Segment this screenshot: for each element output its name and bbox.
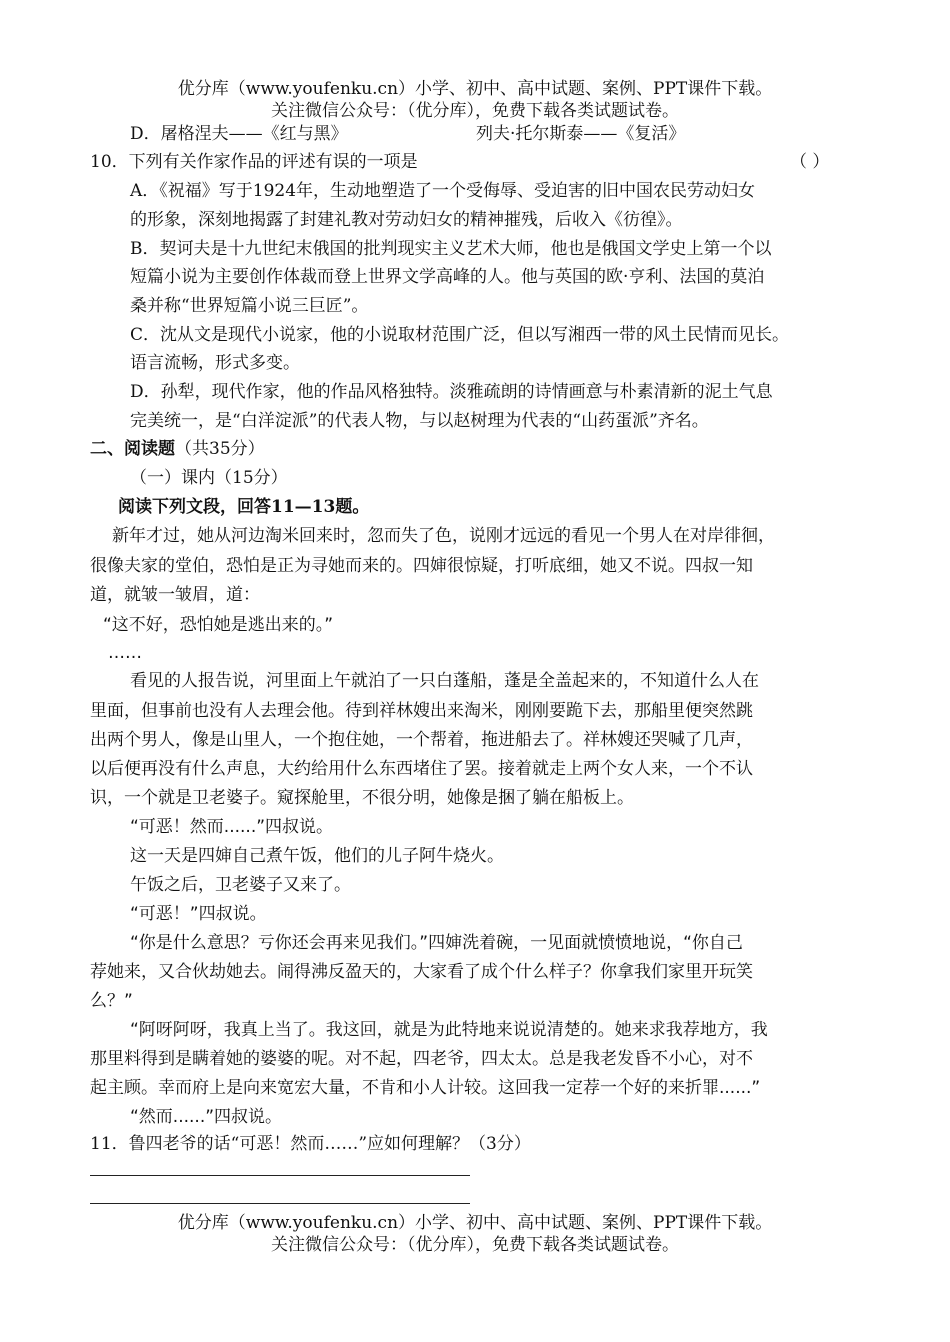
passage-p4-line-5: 识，一个就是卫老婆子。窥探舱里，不很分明，她像是捆了躺在船板上。 — [90, 788, 634, 808]
passage-p7: 午饭之后，卫老婆子又来了。 — [130, 875, 351, 895]
passage-p8: “可恶！”四叔说。 — [130, 904, 267, 924]
q10-stem: 10．下列有关作家作品的评述有误的一项是 — [90, 152, 418, 172]
passage-p4-line-1: 看见的人报告说，河里面上午就泊了一只白蓬船，蓬是全盖起来的，不知道什么人在 — [130, 671, 759, 691]
reading-instruction: 阅读下列文段，回答11—13题。 — [118, 497, 370, 517]
q9-option-d-right: 列夫·托尔斯泰——《复活》 — [476, 124, 686, 144]
q10-option-b-line-3: 桑并称“世界短篇小说三巨匠”。 — [130, 296, 369, 316]
passage-p10-line-1: “阿呀阿呀，我真上当了。我这回，就是为此特地来说说清楚的。她来求我荐地方，我 — [130, 1020, 768, 1040]
passage-p1-line-1: 新年才过，她从河边淘米回来时，忽而失了色，说刚才远远的看见一个男人在对岸徘徊， — [112, 526, 775, 546]
answer-line-1 — [90, 1175, 470, 1176]
passage-ellipsis: …… — [108, 643, 142, 663]
passage-p4-line-4: 以后便再没有什么声息，大约给用什么东西堵住了罢。接着就走上两个女人来，一个不认 — [90, 759, 753, 779]
section-2-title: 二、阅读题 — [90, 439, 175, 459]
section-2-score: （共35分） — [175, 439, 265, 459]
q9-option-d-left: D．屠格涅夫——《红与黑》 — [130, 124, 348, 144]
section-2-heading — [90, 438, 265, 460]
passage-p11: “然而......”四叔说。 — [130, 1107, 283, 1127]
q10-option-c-line-1: C．沈从文是现代小说家，他的小说取材范围广泛，但以写湘西一带的风土民情而见长。 — [130, 325, 790, 345]
passage-p6: 这一天是四婶自己煮午饭，他们的儿子阿牛烧火。 — [130, 846, 504, 866]
q10-option-b-line-1: B．契诃夫是十九世纪末俄国的批判现实主义艺术大师，他也是俄国文学史上第一个以 — [130, 239, 772, 259]
q10-option-d-line-2: 完美统一，是“白洋淀派”的代表人物，与以赵树理为代表的“山药蛋派”齐名。 — [130, 411, 709, 431]
passage-p2: “这不好，恐怕她是逃出来的。” — [103, 615, 334, 635]
header-line-1: 优分库（www.youfenku.cn）小学、初中、高中试题、案例、PPT课件下载。 — [177, 79, 773, 99]
passage-p10-line-3: 起主顾。幸而府上是向来宽宏大量，不肯和小人计较。这回我一定荐一个好的来折罪......” — [90, 1078, 761, 1098]
q10-option-b-line-2: 短篇小说为主要创作体裁而登上世界文学高峰的人。他与英国的欧·亨利、法国的莫泊 — [130, 267, 765, 287]
passage-p1-line-2: 很像夫家的堂伯，恐怕是正为寻她而来的。四婶很惊疑，打听底细，她又不说。四叔一知 — [90, 556, 753, 576]
footer-line-1: 优分库（www.youfenku.cn）小学、初中、高中试题、案例、PPT课件下载。 — [177, 1213, 773, 1233]
q10-option-a-line-2: 的形象，深刻地揭露了封建礼教对劳动妇女的精神摧残，后收入《彷徨》。 — [130, 210, 683, 230]
passage-p9-line-3: 么？” — [90, 991, 133, 1011]
q10-option-c-line-2: 语言流畅，形式多变。 — [130, 353, 300, 373]
q10-option-a-line-1: A．《祝福》写于1924年，生动地塑造了一个受侮辱、受迫害的旧中国农民劳动妇女 — [130, 181, 756, 201]
q10-answer-bracket: （ ） — [790, 152, 830, 172]
passage-p9-line-2: 荐她来，又合伙劫她去。闹得沸反盈天的，大家看了成个什么样子？你拿我们家里开玩笑 — [90, 962, 753, 982]
q11-text: 11．鲁四老爷的话“可恶！然而……”应如何理解？（3分） — [90, 1134, 531, 1154]
header-line-2: 关注微信公众号：（优分库），免费下载各类试题试卷。 — [271, 101, 679, 121]
passage-p4-line-3: 出两个男人，像是山里人，一个抱住她，一个帮着，拖进船去了。祥林嫂还哭喊了几声， — [90, 730, 753, 750]
passage-p9-line-1: “你是什么意思？亏你还会再来见我们。”四婶洗着碗，一见面就愤愤地说，“你自己 — [130, 933, 743, 953]
passage-p5: “可恶！然而......”四叔说。 — [130, 817, 334, 837]
q10-option-d-line-1: D．孙犁，现代作家，他的作品风格独特。淡雅疏朗的诗情画意与朴素清新的泥土气息 — [130, 382, 773, 402]
footer-line-2: 关注微信公众号：（优分库），免费下载各类试题试卷。 — [271, 1235, 679, 1255]
passage-p10-line-2: 那里料得到是瞒着她的婆婆的呢。对不起，四老爷，四太太。总是我老发昏不小心，对不 — [90, 1049, 753, 1069]
subsection-title: （一）课内（15分） — [130, 468, 288, 488]
passage-p1-line-3: 道，就皱一皱眉，道： — [90, 585, 260, 605]
answer-line-2 — [90, 1203, 470, 1204]
passage-p4-line-2: 里面，但事前也没有人去理会他。待到祥林嫂出来淘米，刚刚要跪下去，那船里便突然跳 — [90, 701, 753, 721]
